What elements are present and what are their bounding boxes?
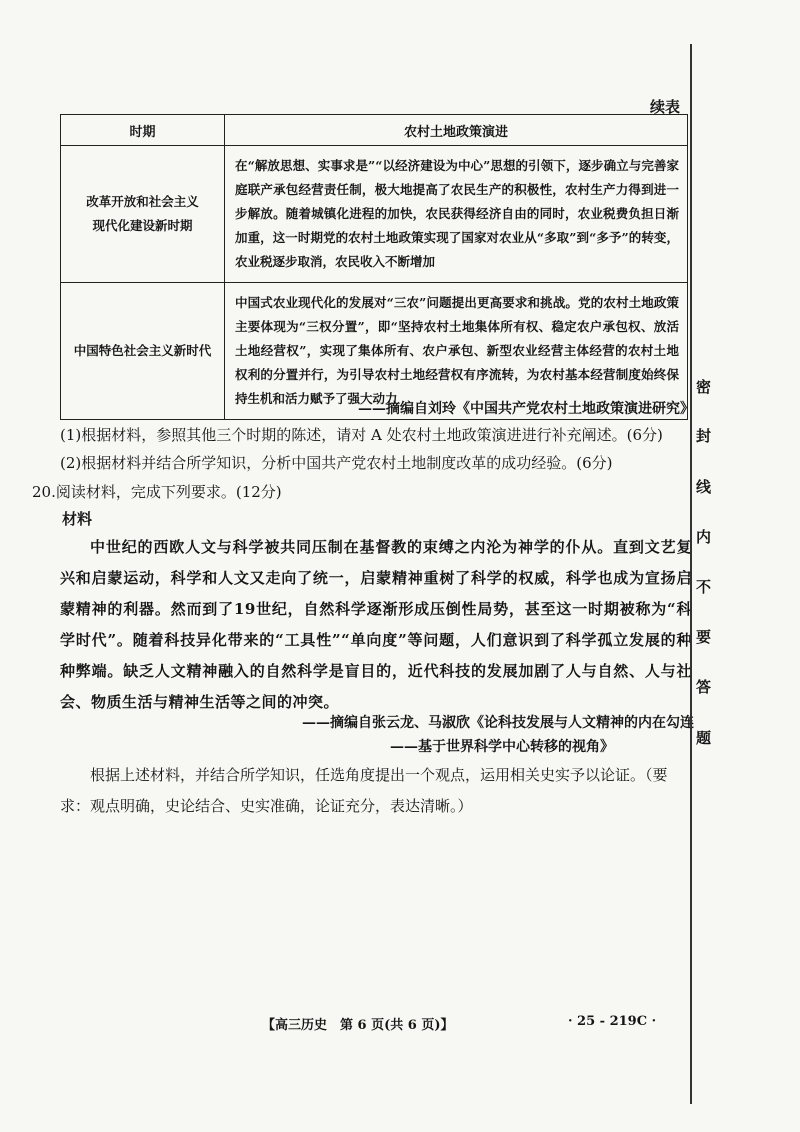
table-row: [61, 146, 688, 283]
period-cell: [61, 146, 225, 283]
period-text: 现代化建设新时期: [92, 218, 193, 233]
seal-char: 不: [696, 578, 712, 596]
continued-table-label: 续表: [650, 98, 681, 116]
period-cell: [61, 283, 225, 420]
period-text: 中国特色社会主义新时代: [73, 343, 212, 358]
question-20-prompt: 根据上述材料，并结合所学知识，任选角度提出一个观点，运用相关史实予以论证。（要求：观点明确，史论结合、史实准确，论证充分，表达清晰。）: [60, 766, 668, 815]
policy-cell: 中国式农业现代化的发展对“三农”问题提出更高要求和挑战。党的农村土地政策主要体现为“三权分置”，即“坚持农村土地集体所有权、稳定农户承包权、放活土地经营权”，实现了集体所有、农户承包、新型农业经营主体经营的农村土地权利的分置并行，为引导农村土地经营权有序流转，为农村基本经营制度始终保持生机和活力赋予了强大动力: [225, 283, 688, 420]
page-footer: 【高三历史 第 6 页(共 6 页)】: [262, 1018, 454, 1033]
column-header-period: 时期: [61, 115, 225, 146]
seal-char: 线: [696, 478, 712, 496]
seal-char: 答: [696, 678, 712, 696]
question-2: (2)根据材料并结合所学知识，分析中国共产党农村土地制度改革的成功经验。(6分): [60, 454, 613, 472]
table-header-row: [61, 115, 688, 146]
land-policy-table: [60, 114, 688, 420]
policy-cell: 在“解放思想、实事求是”“以经济建设为中心”思想的引领下，逐步确立与完善家庭联产承包经营责任制，极大地提高了农民生产的积极性，农村生产力得到进一步解放。随着城镇化进程的加快，农民获得经济自由的同时，农业税费负担日渐加重，这一时期党的农村土地政策实现了国家对农业从“多取”到“多予”的转变，农业税逐步取消，农民收入不断增加: [225, 146, 688, 283]
seal-char: 封: [696, 427, 712, 445]
material-label: 材料: [62, 510, 93, 528]
seal-char: 题: [696, 729, 712, 747]
seal-char: 要: [696, 628, 712, 646]
column-header-policy: 农村土地政策演进: [225, 115, 688, 146]
seal-char: 内: [696, 528, 712, 546]
question-20-title: 20.阅读材料，完成下列要求。(12分): [32, 483, 282, 501]
material-passage: 中世纪的西欧人文与科学被共同压制在基督教的束缚之内沦为神学的仆从。直到文艺复兴和启蒙运动，科学和人文又走向了统一，启蒙精神重树了科学的权威，科学也成为宣扬启蒙精神的利器。然而到了19世纪，自然科学逐渐形成压倒性局势，甚至这一时期被称为“科学时代”。随着科技异化带来的“工具性”“单向度”等问题，人们意识到了科学孤立发展的种种弊端。缺乏人文精神融入的自然科学是盲目的，近代科技的发展加剧了人与自然、人与社会、物质生活与精神生活等之间的冲突。: [60, 538, 692, 711]
material-source-line-1: ——摘编自张云龙、马淑欣《论科技发展与人文精神的内在勾连: [302, 715, 694, 731]
seal-line: [690, 44, 692, 1104]
period-text: 改革开放和社会主义: [86, 194, 199, 209]
exam-code: · 25 - 219C ·: [568, 1014, 657, 1029]
material-source-line-2: ——基于世界科学中心转移的视角》: [390, 739, 614, 755]
question-1: (1)根据材料，参照其他三个时期的陈述，请对 A 处农村土地政策演进进行补充阐述。(6分): [60, 426, 663, 444]
seal-char: 密: [696, 378, 712, 396]
table-source-citation: ——摘编自刘玲《中国共产党农村土地政策演进研究》: [358, 401, 694, 417]
